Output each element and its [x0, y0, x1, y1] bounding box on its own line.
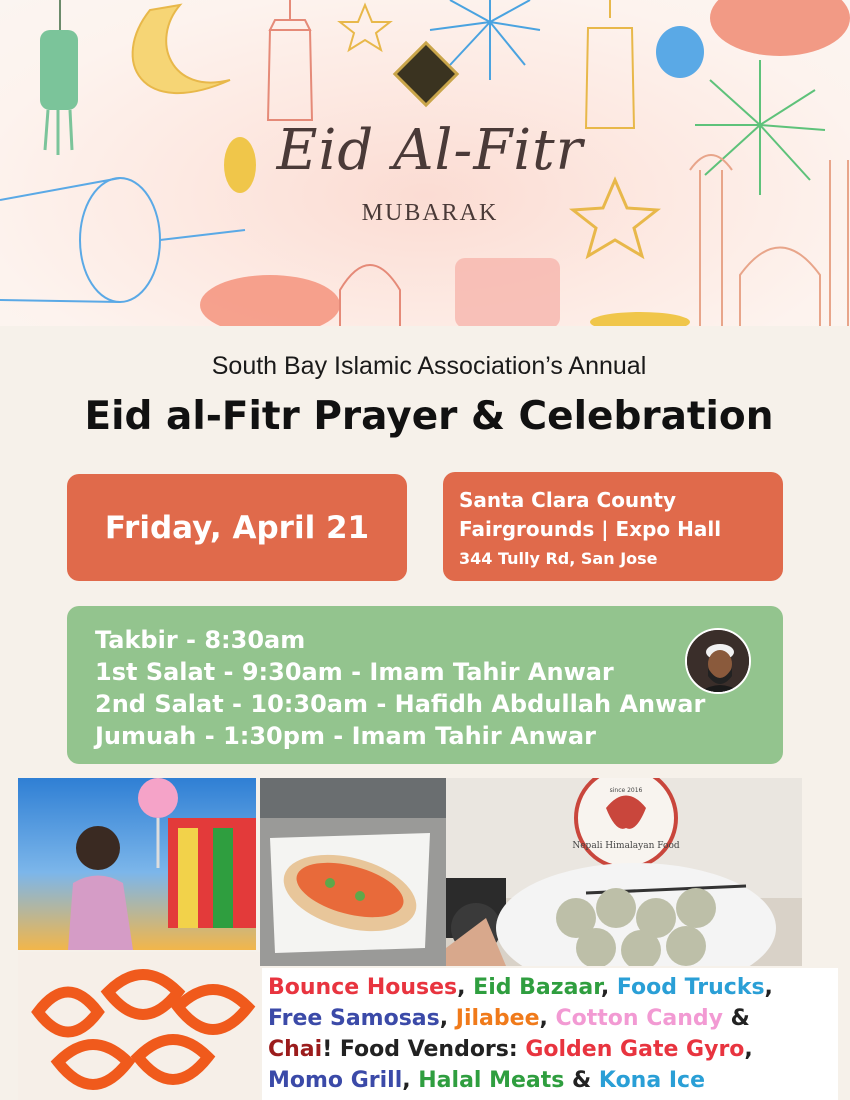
bounce-house-photo [18, 778, 256, 950]
event-date: Friday, April 21 [104, 509, 370, 546]
food-truck-sign: Nepali Himalayan Food [572, 841, 680, 851]
momo-photo [446, 778, 802, 966]
schedule-card [67, 606, 783, 764]
activity-free-samosas: Free Samosas [268, 1006, 440, 1031]
separator: , [600, 975, 617, 1000]
separator: & [723, 1006, 750, 1031]
activity-chai: Chai [268, 1037, 323, 1062]
separator: , [439, 1006, 456, 1031]
activity-jilabee: Jilabee [455, 1006, 540, 1031]
separator: , [744, 1037, 753, 1062]
vendor-momo-grill: Momo Grill [268, 1068, 403, 1093]
jilabee-photo [18, 952, 260, 1100]
venue-card [443, 472, 783, 581]
imam-avatar [685, 628, 751, 694]
vendor-golden-gate-gyro: Golden Gate Gyro [525, 1037, 745, 1062]
organizer-line: South Bay Islamic Association’s Annual [211, 352, 647, 380]
date-card [67, 474, 407, 581]
schedule-item: 2nd Salat - 10:30am - Hafidh Abdullah Anwar [95, 690, 706, 718]
venue-name-line1: Santa Clara County [459, 488, 677, 512]
banner-subtitle: MUBARAK [361, 200, 499, 226]
vendor-halal-meats: Halal Meats [418, 1068, 565, 1093]
eid-banner [0, 0, 850, 326]
separator: & [564, 1068, 599, 1093]
vendors-label: ! Food Vendors: [322, 1037, 526, 1062]
activity-eid-bazaar: Eid Bazaar [473, 975, 601, 1000]
venue-address: 344 Tully Rd, San Jose [459, 549, 658, 568]
schedule-item: Takbir - 8:30am [95, 626, 306, 654]
activity-food-trucks: Food Trucks [616, 975, 765, 1000]
gyro-photo [260, 778, 446, 966]
vendor-kona-ice: Kona Ice [598, 1068, 705, 1093]
food-truck-since: since 2016 [609, 787, 643, 794]
activity-bounce-houses: Bounce Houses [268, 975, 458, 1000]
activities-list [262, 968, 838, 1100]
separator: , [402, 1068, 419, 1093]
separator: , [539, 1006, 556, 1031]
separator: , [457, 975, 474, 1000]
event-headline: Eid al-Fitr Prayer & Celebration [84, 394, 774, 439]
schedule-item: Jumuah - 1:30pm - Imam Tahir Anwar [95, 722, 596, 750]
activity-cotton-candy: Cotton Candy [555, 1006, 723, 1031]
schedule-item: 1st Salat - 9:30am - Imam Tahir Anwar [95, 658, 614, 686]
banner-title: Eid Al-Fitr [276, 118, 584, 183]
venue-name-line2: Fairgrounds | Expo Hall [459, 517, 722, 541]
separator: , [764, 975, 773, 1000]
